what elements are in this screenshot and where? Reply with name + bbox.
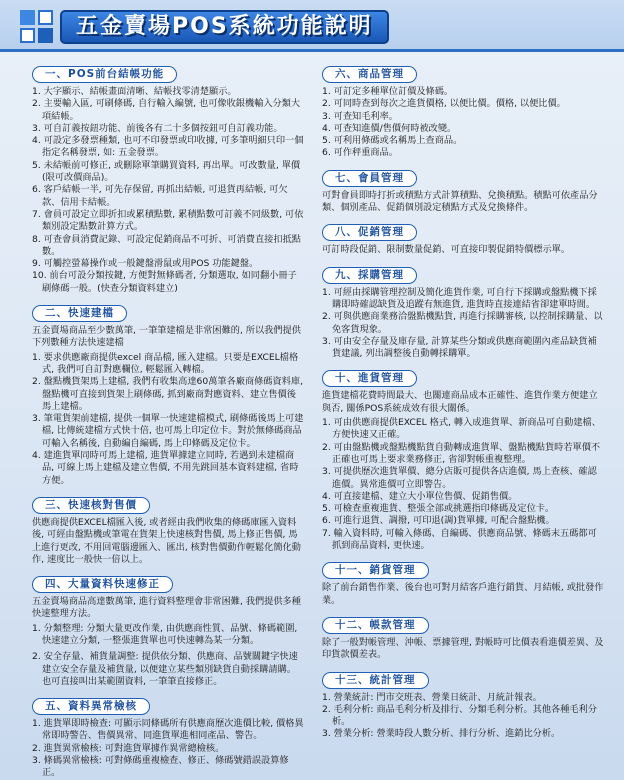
section-product-mgmt — [322, 62, 604, 160]
section-member-mgmt — [322, 166, 604, 215]
section-title: 二、快速建檔 — [32, 305, 127, 322]
section-intro: 除了前台銷售作業、後台也可對月結客戶進行銷貨、月結帳, 或批發作業。 — [322, 582, 604, 606]
list-item: 3. 可由安全存量及庫存量, 計算某些分類或供應商範圍內產品缺貨補貨建議, 列出調整後自動轉採購單。 — [322, 335, 597, 360]
list-item: 1. 可訂定多種單位訂價及條碼。 — [322, 86, 454, 97]
section-stats-mgmt — [322, 668, 604, 741]
section-intro: 除了一般對帳管理、沖帳、票據管理, 對帳時可比價表看進價差異、及印貨款價差表。 — [322, 636, 604, 661]
list-item: 6. 可作秤重商品。 — [322, 147, 398, 159]
list-item: 8. 可查會員消費記錄、可設定促銷商品不可折、可消費直接扣抵點數。 — [32, 233, 301, 257]
section-title: 一、POS前台結帳功能 — [32, 66, 177, 83]
list-item: 5. 可利用條碼或名稱馬上查商品。 — [322, 135, 463, 147]
left-column — [32, 62, 304, 780]
section-title: 十二、帳款管理 — [322, 617, 429, 634]
section-intro: 可對會員即時打折或積點方式計算積點、兌換積點。積點可依產品分類、個別產品、促銷個別設定積點方式及兌換條件。 — [322, 189, 598, 214]
list-item: 3. 可查知毛利率。 — [322, 110, 398, 122]
list-item: 2. 主要輸入區, 可刷條碼, 自行輸入編號, 也可像收銀機輸入分類大項結帳。 — [32, 98, 301, 122]
section-receiving-mgmt — [322, 366, 604, 552]
section-title: 六、商品管理 — [322, 66, 417, 83]
section-pos-checkout — [32, 62, 304, 295]
list-item: 5. 未結帳前可修正, 或刪除單筆購買資料, 再出單。可改數量, 單價(限可改價商品)。 — [32, 159, 301, 184]
list-item: 2. 毛利分析: 商品毛利分析及排行、分類毛利分析。其他各種毛利分析。 — [322, 703, 597, 728]
section-sales-mgmt — [322, 558, 604, 607]
section-title: 七、會員管理 — [322, 170, 417, 187]
list-item: 1. 進貨單即時檢查: 可顯示同條碼所有供應商歷次進價比較, 價格異常即時警告、售價異常、同進貨單進相同產品、警告。 — [32, 718, 304, 742]
feature-list — [32, 718, 304, 779]
section-title: 五、資料異常檢核 — [32, 698, 150, 715]
section-title: 十三、統計管理 — [322, 672, 429, 689]
list-item: 7. 輸入資料時, 可輸入條碼、自編碼、供應商品號、條碼末五碼都可抓到商品資料, 更快速。 — [322, 527, 597, 552]
list-item: 7. 會員可設定立即折扣或累積點數, 累積點數可訂義不同級數, 可依類別設定點數計算方式。 — [32, 208, 304, 233]
list-item: 4. 可設定多發票種類, 也可不印發票或印收據, 可多筆明細只印一個指定名稱發票, 如: 五金發票。 — [32, 135, 304, 159]
list-item: 3. 筆電貨架前建檔, 提供一個單一快速建檔模式, 刷條碼後馬上可建檔, 比傳統建檔方式快十倍, 也可馬上印定位卡。對於無條碼商品可輸入名稱後, 自動編自編碼, 馬上印條碼及定位卡。 — [32, 413, 304, 449]
feature-list — [32, 623, 304, 688]
section-intro: 進貨建檔花費時間最大、也關連商品成本正確性、進貨作業方便建立與否, 關係POS系統成效有很大關係。 — [322, 390, 598, 414]
section-price-check — [32, 493, 304, 566]
right-column — [322, 62, 604, 747]
section-bulk-edit — [32, 572, 304, 688]
list-item: 4. 可直接建檔、建立大小單位售價、促銷售價。 — [322, 490, 518, 502]
list-item: 6. 可進行退貨、調撥, 可印退(調)貨單據, 可配合盤點機。 — [322, 515, 555, 527]
logo-squares-icon — [20, 10, 54, 44]
feature-list — [32, 86, 304, 295]
feature-list — [322, 417, 604, 552]
section-intro: 五金賣場商品至少數萬筆, 一筆筆建檔是非常困難的, 所以我們提供下列數種方法快速建檔 — [32, 325, 301, 349]
section-purchase-mgmt — [322, 263, 604, 361]
list-item: 1. 可經由採購管理控制及簡化進貨作業, 可自行下採購或盤點機下採購即時確認缺貨及追蹤有無進貨, 進貨時直接連結省卻建單時間。 — [322, 286, 597, 310]
section-intro: 供應商提供EXCEL檔匯入後, 或者經由我們收集的條碼庫匯入資料後, 可經由盤點機或筆電在貨架上快速核對售價, 馬上修正售價, 馬上進行更改, 不用回電腦邊匯入、匯出, 核對售價動作輕鬆化簡化動作, 速度比一般快一倍以上。 — [32, 516, 301, 565]
list-item: 1. 要求供應廠商提供excel 商品檔, 匯入建檔。只要是EXCEL檔格式, 我們可自訂對應欄位, 輕鬆匯入轉檔。 — [32, 351, 299, 375]
list-item: 1. 營業統計: 門市交班表、營業日統計、月統計報表。 — [322, 691, 542, 703]
list-item: 1. 可由供應商提供EXCEL 格式, 轉入成進貨單、新商品可自動建檔、方便快速又正確。 — [322, 417, 601, 441]
section-accounts-mgmt — [322, 613, 604, 662]
list-item: 2. 進貨異常檢核: 可對進貨單據作異常總檢核。 — [32, 742, 225, 754]
feature-list — [322, 287, 604, 361]
section-promo-mgmt — [322, 220, 604, 256]
list-item: 2. 安全存量、補貨量調整: 提供依分類、供應商、品號關鍵字快速建立安全存量及補貨量, 以便建立某些類別缺貨自動採購請購。也可直接叫出某範圍資料, 一筆筆直接修正。 — [32, 651, 298, 687]
section-quick-create — [32, 301, 304, 487]
header-banner — [0, 0, 624, 52]
list-item: 1. 分類整理: 分類大量更改作業, 由供應商性質、品號、條碼範圍, 快速建立分類, 一整張進貨單也可快速轉為某一分類。 — [32, 622, 298, 646]
list-item: 2. 可由盤點機或盤點機點貨自動轉成進貨單、盤點機點貨時若單價不正確也可馬上要求業務修正, 省卻對帳重複整理。 — [322, 441, 601, 465]
list-item: 2. 可與供應商業務洽盤點機點貨, 再進行採購審核, 以控制採購量、以免客貨現象。 — [322, 311, 603, 335]
feature-list — [32, 352, 304, 487]
list-item: 2. 盤點機貨架馬上建檔, 我們有收集高達60萬筆各廠商條碼資料庫, 盤點機可直接到貨架上刷條碼, 抓到廠商對應資料、建立售價後馬上建檔。 — [32, 376, 304, 412]
section-title: 八、促銷管理 — [322, 224, 417, 241]
section-title: 十一、銷貨管理 — [322, 562, 429, 579]
list-item: 4. 建進貨單同時可馬上建檔, 進貨單據建立同時, 若遇到未建檔商品, 可線上馬上建檔及建立售價, 不用先跳回基本資料建檔, 省時方便。 — [32, 450, 299, 486]
list-item: 9. 可觸控螢幕操作或一般鍵盤滑鼠或用POS 功能鍵盤。 — [32, 258, 259, 270]
feature-list — [322, 692, 604, 741]
page-title: 五金賣場POS系統功能說明 — [60, 10, 389, 44]
list-item: 3. 營業分析: 營業時段人數分析、排行分析、進銷比分析。 — [322, 728, 561, 740]
list-item: 3. 可提供歷次進貨單價、總分店販可提供各店進價, 馬上查核、確認進價。異常進價可立即警告。 — [322, 466, 597, 490]
section-title: 四、大量資料快速修正 — [32, 576, 173, 593]
list-item: 6. 客戶結帳一半, 可先存保留, 再抓出結帳, 可退貨再結帳, 可欠款、信用卡結帳。 — [32, 184, 288, 208]
list-item: 3. 可自訂義按鈕功能、前後各有二十多個按鈕可自訂義功能。 — [32, 122, 283, 134]
section-intro: 五金賣場商品高達數萬筆, 進行資料整理會非常困難, 我們提供多種快速整理方法。 — [32, 596, 301, 620]
section-intro: 可訂時段促銷、限制數量促銷、可直接印製促銷特價標示單。 — [322, 244, 571, 256]
list-item: 4. 可查知進價/售價何時被改變。 — [322, 122, 457, 134]
list-item: 1. 大字顯示、結帳畫面清晰、結帳找零清楚顯示。 — [32, 86, 237, 97]
list-item: 10. 前台可設分類按鍵, 方便對無條碼者, 分類選取, 如同翻小冊子刷條碼一般。(快查分類資料建立) — [32, 270, 297, 294]
section-title: 三、快速核對售價 — [32, 497, 150, 514]
section-title: 九、採購管理 — [322, 267, 417, 284]
list-item: 3. 條碼異常檢核: 可對條碼重複檢查、修正、條碼號錯誤設算修正。 — [32, 755, 289, 779]
list-item: 5. 可檢查重複進貨、整張全部或挑選指印條碼及定位卡。 — [322, 503, 555, 515]
list-item: 2. 可同時查到每次之進貨價格, 以便比價。價格, 以便比價。 — [322, 98, 566, 110]
feature-list — [322, 86, 604, 160]
section-title: 十、進貨管理 — [322, 370, 417, 387]
section-data-check — [32, 694, 304, 779]
